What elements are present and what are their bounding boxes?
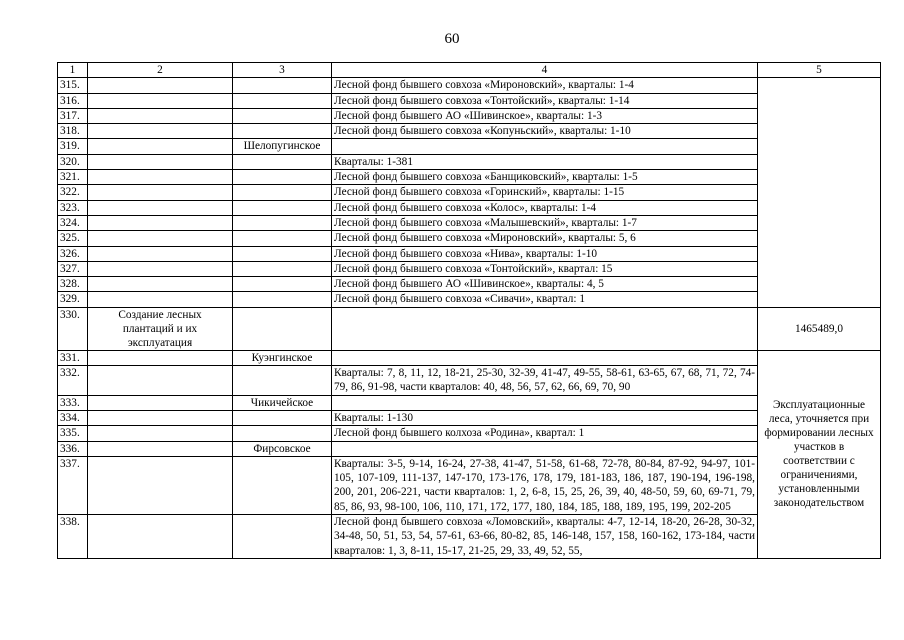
cell-col2 — [88, 292, 233, 307]
cell-col2 — [88, 246, 233, 261]
cell-col2 — [88, 215, 233, 230]
row-number: 327. — [58, 261, 88, 276]
cell-quarters: Кварталы: 1-130 — [332, 410, 758, 425]
cell-quarters — [332, 395, 758, 410]
area-value: 1465489,0 — [758, 307, 881, 350]
table-row — [58, 277, 881, 292]
purpose-label: Создание лесных плантаций и их эксплуатация — [88, 307, 233, 350]
table-row — [58, 124, 881, 139]
cell-quarters: Лесной фонд бывшего совхоза «Мироновский», кварталы: 5, 6 — [332, 231, 758, 246]
cell-forestry — [233, 154, 332, 169]
row-number: 330. — [58, 307, 88, 350]
cell-forestry — [233, 410, 332, 425]
table-row — [58, 292, 881, 307]
row-number: 337. — [58, 456, 88, 514]
cell-quarters — [332, 441, 758, 456]
cell-forestry: Чикичейское — [233, 395, 332, 410]
row-number: 338. — [58, 515, 88, 559]
table-row — [58, 246, 881, 261]
cell-col2 — [88, 350, 233, 365]
table-header-row — [58, 63, 881, 78]
cell-forestry — [233, 246, 332, 261]
row-number: 334. — [58, 410, 88, 425]
cell-forestry — [233, 292, 332, 307]
cell-forestry — [233, 108, 332, 123]
table-row — [58, 215, 881, 230]
page-number: 60 — [444, 31, 460, 47]
cell-quarters: Лесной фонд бывшего совхоза «Малышевский», кварталы: 1-7 — [332, 215, 758, 230]
table-row-purpose — [58, 307, 881, 350]
cell-quarters: Лесной фонд бывшего совхоза «Горинский», кварталы: 1-15 — [332, 185, 758, 200]
row-number: 336. — [58, 441, 88, 456]
cell-col2 — [88, 366, 233, 396]
cell-forestry — [233, 261, 332, 276]
row-number: 316. — [58, 93, 88, 108]
document-table — [57, 62, 881, 559]
row-number: 315. — [58, 78, 88, 93]
cell-forestry: Фирсовское — [233, 441, 332, 456]
table-row — [58, 350, 881, 365]
table-row — [58, 154, 881, 169]
table-row — [58, 231, 881, 246]
table-row — [58, 108, 881, 123]
column-header: 4 — [332, 63, 758, 78]
row-number: 323. — [58, 200, 88, 215]
cell-quarters: Кварталы: 7, 8, 11, 12, 18-21, 25-30, 32-39, 41-47, 49-55, 58-61, 63-65, 67, 68, 71, 72, 74-79, 86, 91-98, части кварталов: 40, 48, 56, 57, 62, 66, 69, 70, 90 — [332, 366, 758, 396]
table-row — [58, 441, 881, 456]
row-number: 333. — [58, 395, 88, 410]
cell-forestry — [233, 231, 332, 246]
row-number: 320. — [58, 154, 88, 169]
row-number: 331. — [58, 350, 88, 365]
cell-quarters: Лесной фонд бывшего совхоза «Банщиковский», кварталы: 1-5 — [332, 170, 758, 185]
cell-col2 — [88, 170, 233, 185]
cell-quarters: Лесной фонд бывшего совхоза «Тонтойский», квартал: 15 — [332, 261, 758, 276]
forest-category-note: Эксплуатационные леса, уточняется при формировании лесных участков в соответствии с ограничениями, установленными законодательством — [758, 350, 881, 558]
cell-col2 — [88, 124, 233, 139]
cell-forestry — [233, 426, 332, 441]
cell-quarters — [332, 307, 758, 350]
table-row — [58, 366, 881, 396]
cell-col2 — [88, 154, 233, 169]
row-number: 325. — [58, 231, 88, 246]
cell-quarters: Лесной фонд бывшего совхоза «Колос», кварталы: 1-4 — [332, 200, 758, 215]
cell-col2 — [88, 108, 233, 123]
row-number: 326. — [58, 246, 88, 261]
cell-col5-empty — [758, 78, 881, 307]
cell-forestry — [233, 515, 332, 559]
cell-col2 — [88, 200, 233, 215]
cell-forestry: Куэнгинское — [233, 350, 332, 365]
row-number: 335. — [58, 426, 88, 441]
cell-col2 — [88, 139, 233, 154]
row-number: 322. — [58, 185, 88, 200]
cell-forestry — [233, 170, 332, 185]
cell-forestry — [233, 78, 332, 93]
table-row — [58, 426, 881, 441]
cell-col2 — [88, 426, 233, 441]
row-number: 317. — [58, 108, 88, 123]
cell-quarters: Лесной фонд бывшего колхоза «Родина», квартал: 1 — [332, 426, 758, 441]
cell-col2 — [88, 515, 233, 559]
cell-forestry — [233, 307, 332, 350]
cell-quarters — [332, 139, 758, 154]
cell-quarters: Лесной фонд бывшего АО «Шивинское», кварталы: 1-3 — [332, 108, 758, 123]
row-number: 329. — [58, 292, 88, 307]
cell-forestry — [233, 366, 332, 396]
cell-quarters: Лесной фонд бывшего совхоза «Тонтойский», кварталы: 1-14 — [332, 93, 758, 108]
cell-quarters: Лесной фонд бывшего совхоза «Нива», кварталы: 1-10 — [332, 246, 758, 261]
row-number: 332. — [58, 366, 88, 396]
cell-quarters: Лесной фонд бывшего совхоза «Сивачи», квартал: 1 — [332, 292, 758, 307]
cell-forestry — [233, 200, 332, 215]
cell-col2 — [88, 231, 233, 246]
row-number: 324. — [58, 215, 88, 230]
row-number: 319. — [58, 139, 88, 154]
row-number: 321. — [58, 170, 88, 185]
table-row — [58, 78, 881, 93]
cell-forestry — [233, 93, 332, 108]
cell-forestry — [233, 124, 332, 139]
cell-col2 — [88, 93, 233, 108]
cell-forestry — [233, 215, 332, 230]
table-row — [58, 456, 881, 514]
cell-forestry — [233, 185, 332, 200]
cell-quarters: Лесной фонд бывшего совхоза «Мироновский», кварталы: 1-4 — [332, 78, 758, 93]
table-row — [58, 261, 881, 276]
cell-col2 — [88, 261, 233, 276]
cell-quarters — [332, 350, 758, 365]
table-row — [58, 515, 881, 559]
table-row — [58, 170, 881, 185]
cell-col2 — [88, 185, 233, 200]
cell-quarters: Кварталы: 3-5, 9-14, 16-24, 27-38, 41-47, 51-58, 61-68, 72-78, 80-84, 87-92, 94-97, 101-105, 107-109, 111-137, 147-170, 173-176, 178, 179, 181-183, 186, 187, 190-194, 196-198, 200, 201, 206-221, части кварталов: 1, 2, 6-8, 15, 25, 26, 39, 40, 48-50, 59, 60, 69-71, 79, 85, 86, 93, 98-100, 106, 110, 171, 172, 177, 180, 184, 185, 188, 189, 195, 199, 202-205 — [332, 456, 758, 514]
column-header: 2 — [88, 63, 233, 78]
row-number: 328. — [58, 277, 88, 292]
cell-col2 — [88, 410, 233, 425]
cell-col2 — [88, 277, 233, 292]
column-header: 1 — [58, 63, 88, 78]
table-row — [58, 395, 881, 410]
table-row — [58, 200, 881, 215]
table-row — [58, 139, 881, 154]
cell-quarters: Лесной фонд бывшего АО «Шивинское», кварталы: 4, 5 — [332, 277, 758, 292]
cell-quarters: Лесной фонд бывшего совхоза «Копуньский», кварталы: 1-10 — [332, 124, 758, 139]
cell-col2 — [88, 441, 233, 456]
cell-col2 — [88, 395, 233, 410]
cell-forestry — [233, 456, 332, 514]
table-row — [58, 93, 881, 108]
row-number: 318. — [58, 124, 88, 139]
cell-col2 — [88, 78, 233, 93]
cell-quarters: Лесной фонд бывшего совхоза «Ломовский», кварталы: 4-7, 12-14, 18-20, 26-28, 30-32, 34-48, 50, 51, 53, 54, 57-61, 63-66, 80-82, 85, 146-148, 157, 158, 160-162, 173-184, части кварталов: 1, 3, 8-11, 15-17, 21-25, 29, 33, 49, 52, 55, — [332, 515, 758, 559]
cell-forestry: Шелопугинское — [233, 139, 332, 154]
column-header: 5 — [758, 63, 881, 78]
table-row — [58, 185, 881, 200]
cell-col2 — [88, 456, 233, 514]
cell-quarters: Кварталы: 1-381 — [332, 154, 758, 169]
column-header: 3 — [233, 63, 332, 78]
table-row — [58, 410, 881, 425]
cell-forestry — [233, 277, 332, 292]
